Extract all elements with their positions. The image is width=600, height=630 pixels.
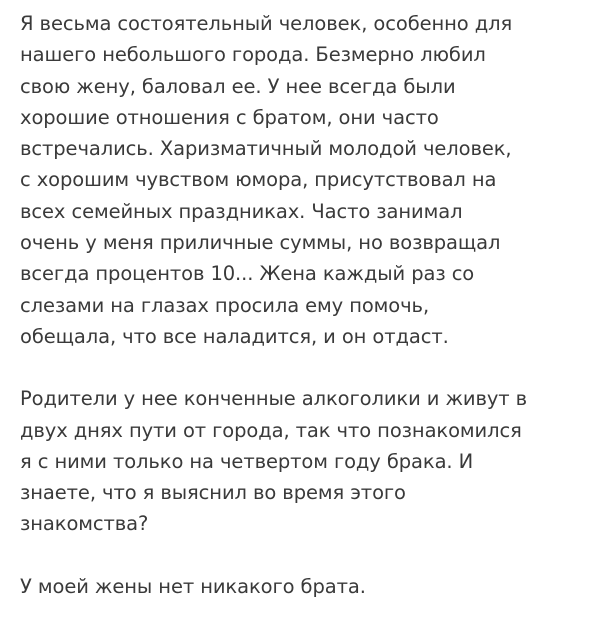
text-line: всегда процентов 10... Жена каждый раз со: [20, 262, 475, 286]
text-line: всех семейных праздниках. Часто занимал: [20, 199, 463, 223]
paragraph-spacer: [20, 352, 580, 383]
text-line: с хорошим чувством юмора, присутствовал на: [20, 168, 497, 192]
text-line: хорошие отношения с братом, они часто: [20, 105, 439, 129]
text-line: я с ними только на четвертом году брака. И: [20, 449, 474, 473]
paragraph-spacer: [20, 540, 580, 571]
text-line: свою жену, баловал ее. У нее всегда были: [20, 74, 456, 98]
text-line: двух днях пути от города, так что познакомился: [20, 418, 522, 442]
text-line: нашего небольшого города. Безмерно любил: [20, 43, 486, 67]
text-line: Родители у нее конченные алкоголики и живут в: [20, 387, 528, 411]
paragraph-3: [20, 571, 580, 602]
paragraph-2: [20, 383, 580, 539]
text-line: знаете, что я выяснил во время этого: [20, 481, 406, 505]
text-line: очень у меня приличные суммы, но возвращал: [20, 231, 501, 255]
text-line: слезами на глазах просила ему помочь,: [20, 293, 430, 317]
paragraph-1: [20, 8, 580, 352]
text-line: встречались. Харизматичный молодой человек,: [20, 137, 512, 161]
text-line: Я весьма состоятельный человек, особенно для: [20, 12, 513, 35]
text-line: У моей жены нет никакого брата.: [20, 574, 366, 598]
text-line: знакомства?: [20, 512, 149, 536]
text-line: обещала, что все наладится, и он отдаст.: [20, 324, 449, 348]
